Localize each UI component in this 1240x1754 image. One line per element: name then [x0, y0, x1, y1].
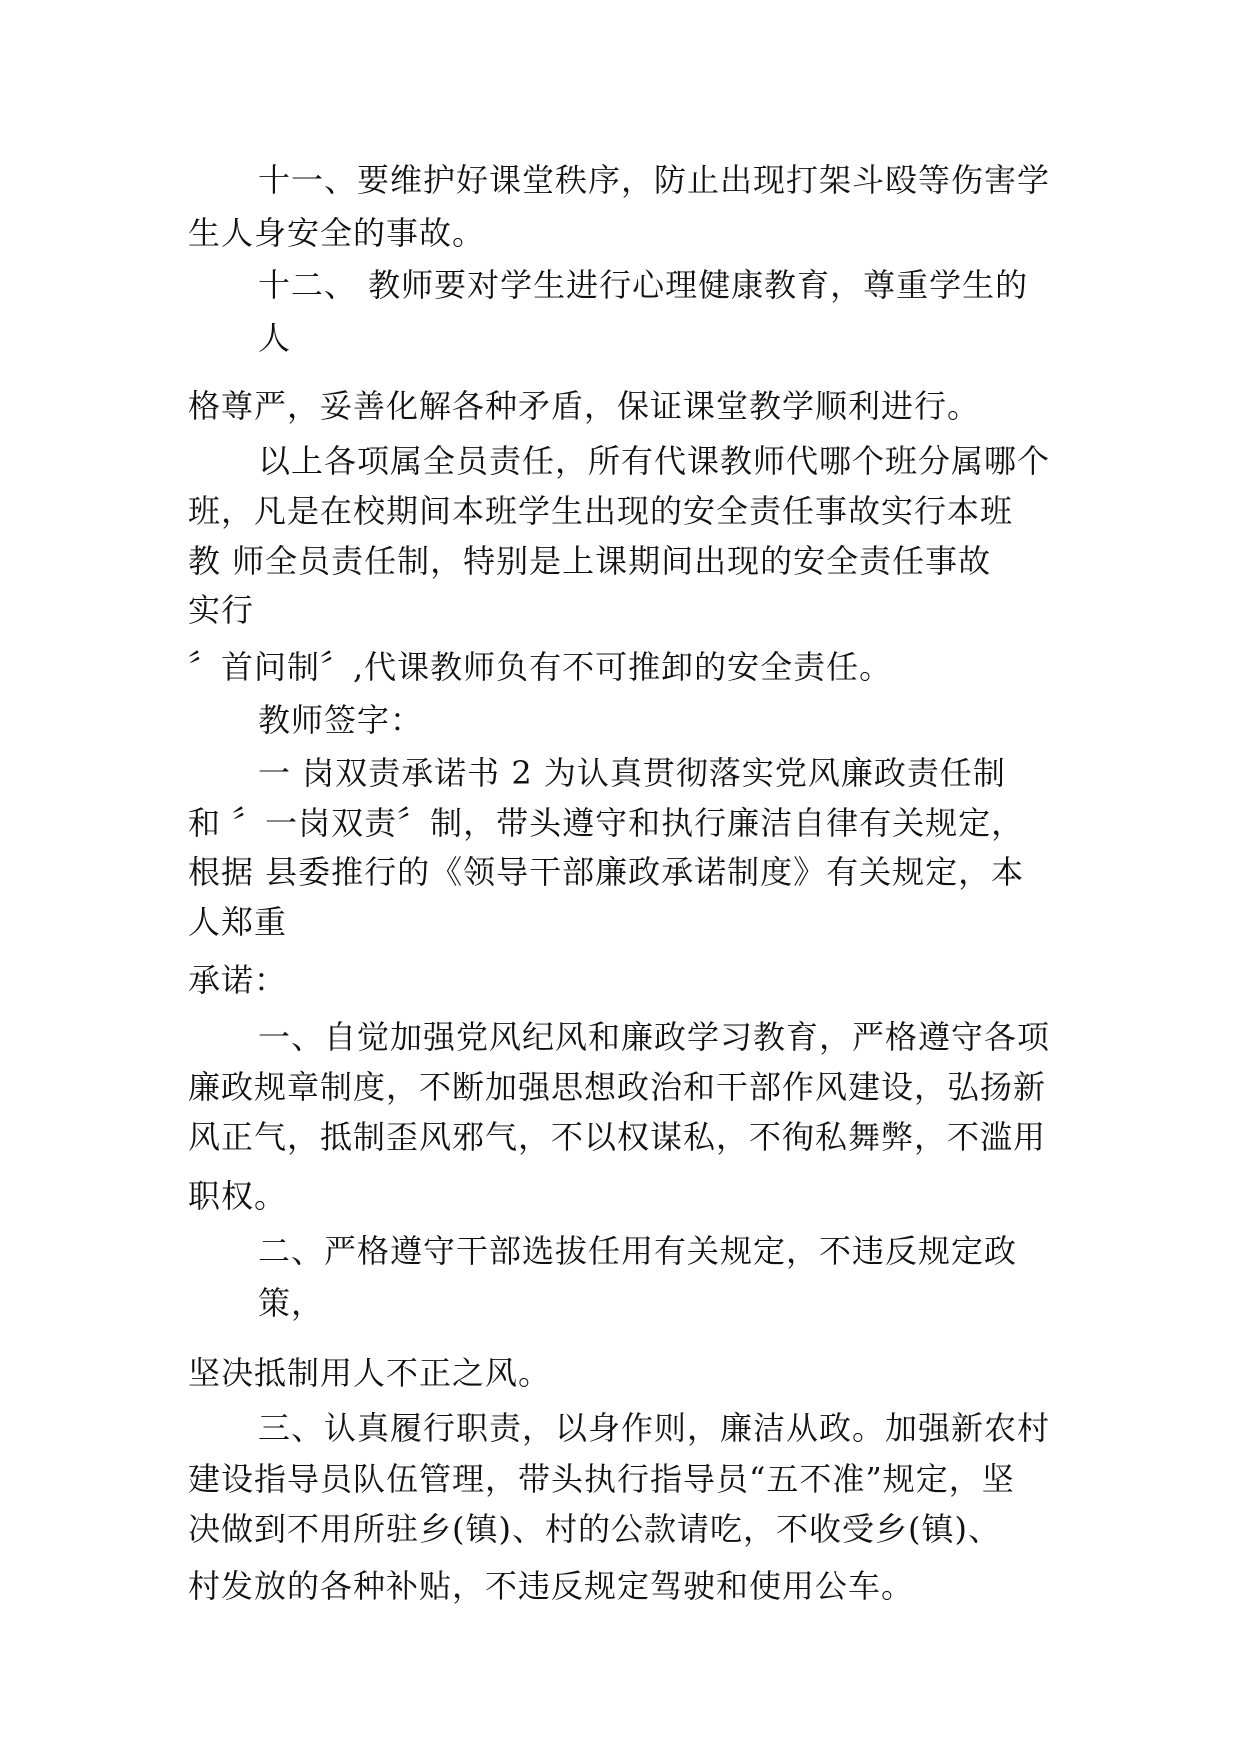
paragraph-line: 一、自觉加强党风纪风和廉政学习教育，严格遵守各项	[258, 1018, 1051, 1056]
paragraph-line: 和 〞一岗双责〞制，带头遵守和执行廉洁自律有关规定，	[188, 804, 1025, 842]
paragraph-line: 〞首问制〞,代课教师负有不可推卸的安全责任。	[188, 648, 893, 686]
paragraph-line: 决做到不用所驻乡(镇)、村的公款请吃，不收受乡(镇)、	[188, 1510, 1001, 1548]
paragraph-line: 人郑重	[188, 903, 288, 941]
paragraph-line: 三、认真履行职责，以身作则，廉洁从政。加强新农村	[258, 1409, 1051, 1447]
signature-label: 教师签字：	[258, 701, 424, 739]
paragraph-line: 实行	[188, 591, 255, 629]
paragraph-line: 格尊严，妥善化解各种矛盾，保证课堂教学顺利进行。	[188, 387, 981, 425]
paragraph-line: 职权。	[188, 1177, 288, 1215]
paragraph-line: 坚决抵制用人不正之风。	[188, 1354, 552, 1392]
paragraph-line: 人	[258, 319, 292, 357]
paragraph-line: 教 师全员责任制，特别是上课期间出现的安全责任事故	[188, 542, 992, 580]
paragraph-line: 廉政规章制度，不断加强思想政治和干部作风建设，弘扬新	[188, 1068, 1047, 1106]
paragraph-line: 根据 县委推行的《领导干部廉政承诺制度》有关规定，本	[188, 853, 1025, 891]
paragraph-line: 以上各项属全员责任，所有代课教师代哪个班分属哪个	[258, 442, 1051, 480]
paragraph-line: 策，	[258, 1284, 325, 1322]
paragraph-line: 村发放的各种补贴，不违反规定驾驶和使用公车。	[188, 1567, 915, 1605]
paragraph-line: 二、严格遵守干部选拔任用有关规定，不违反规定政	[258, 1232, 1018, 1270]
paragraph-line: 班，凡是在校期间本班学生出现的安全责任事故实行本班	[188, 492, 1014, 530]
paragraph-line: 十一、要维护好课堂秩序，防止出现打架斗殴等伤害学	[258, 161, 1051, 199]
paragraph-line: 十二、 教师要对学生进行心理健康教育，尊重学生的	[258, 266, 1029, 304]
paragraph-line: 承诺：	[188, 961, 288, 999]
paragraph-line: 风正气，抵制歪风邪气，不以权谋私，不徇私舞弊，不滥用	[188, 1118, 1047, 1156]
paragraph-line: 生人身安全的事故。	[188, 214, 486, 252]
paragraph-line: 一 岗双责承诺书 2 为认真贯彻落实党风廉政责任制	[258, 754, 1006, 792]
paragraph-line: 建设指导员队伍管理，带头执行指导员“五不准”规定，坚	[188, 1460, 1015, 1498]
